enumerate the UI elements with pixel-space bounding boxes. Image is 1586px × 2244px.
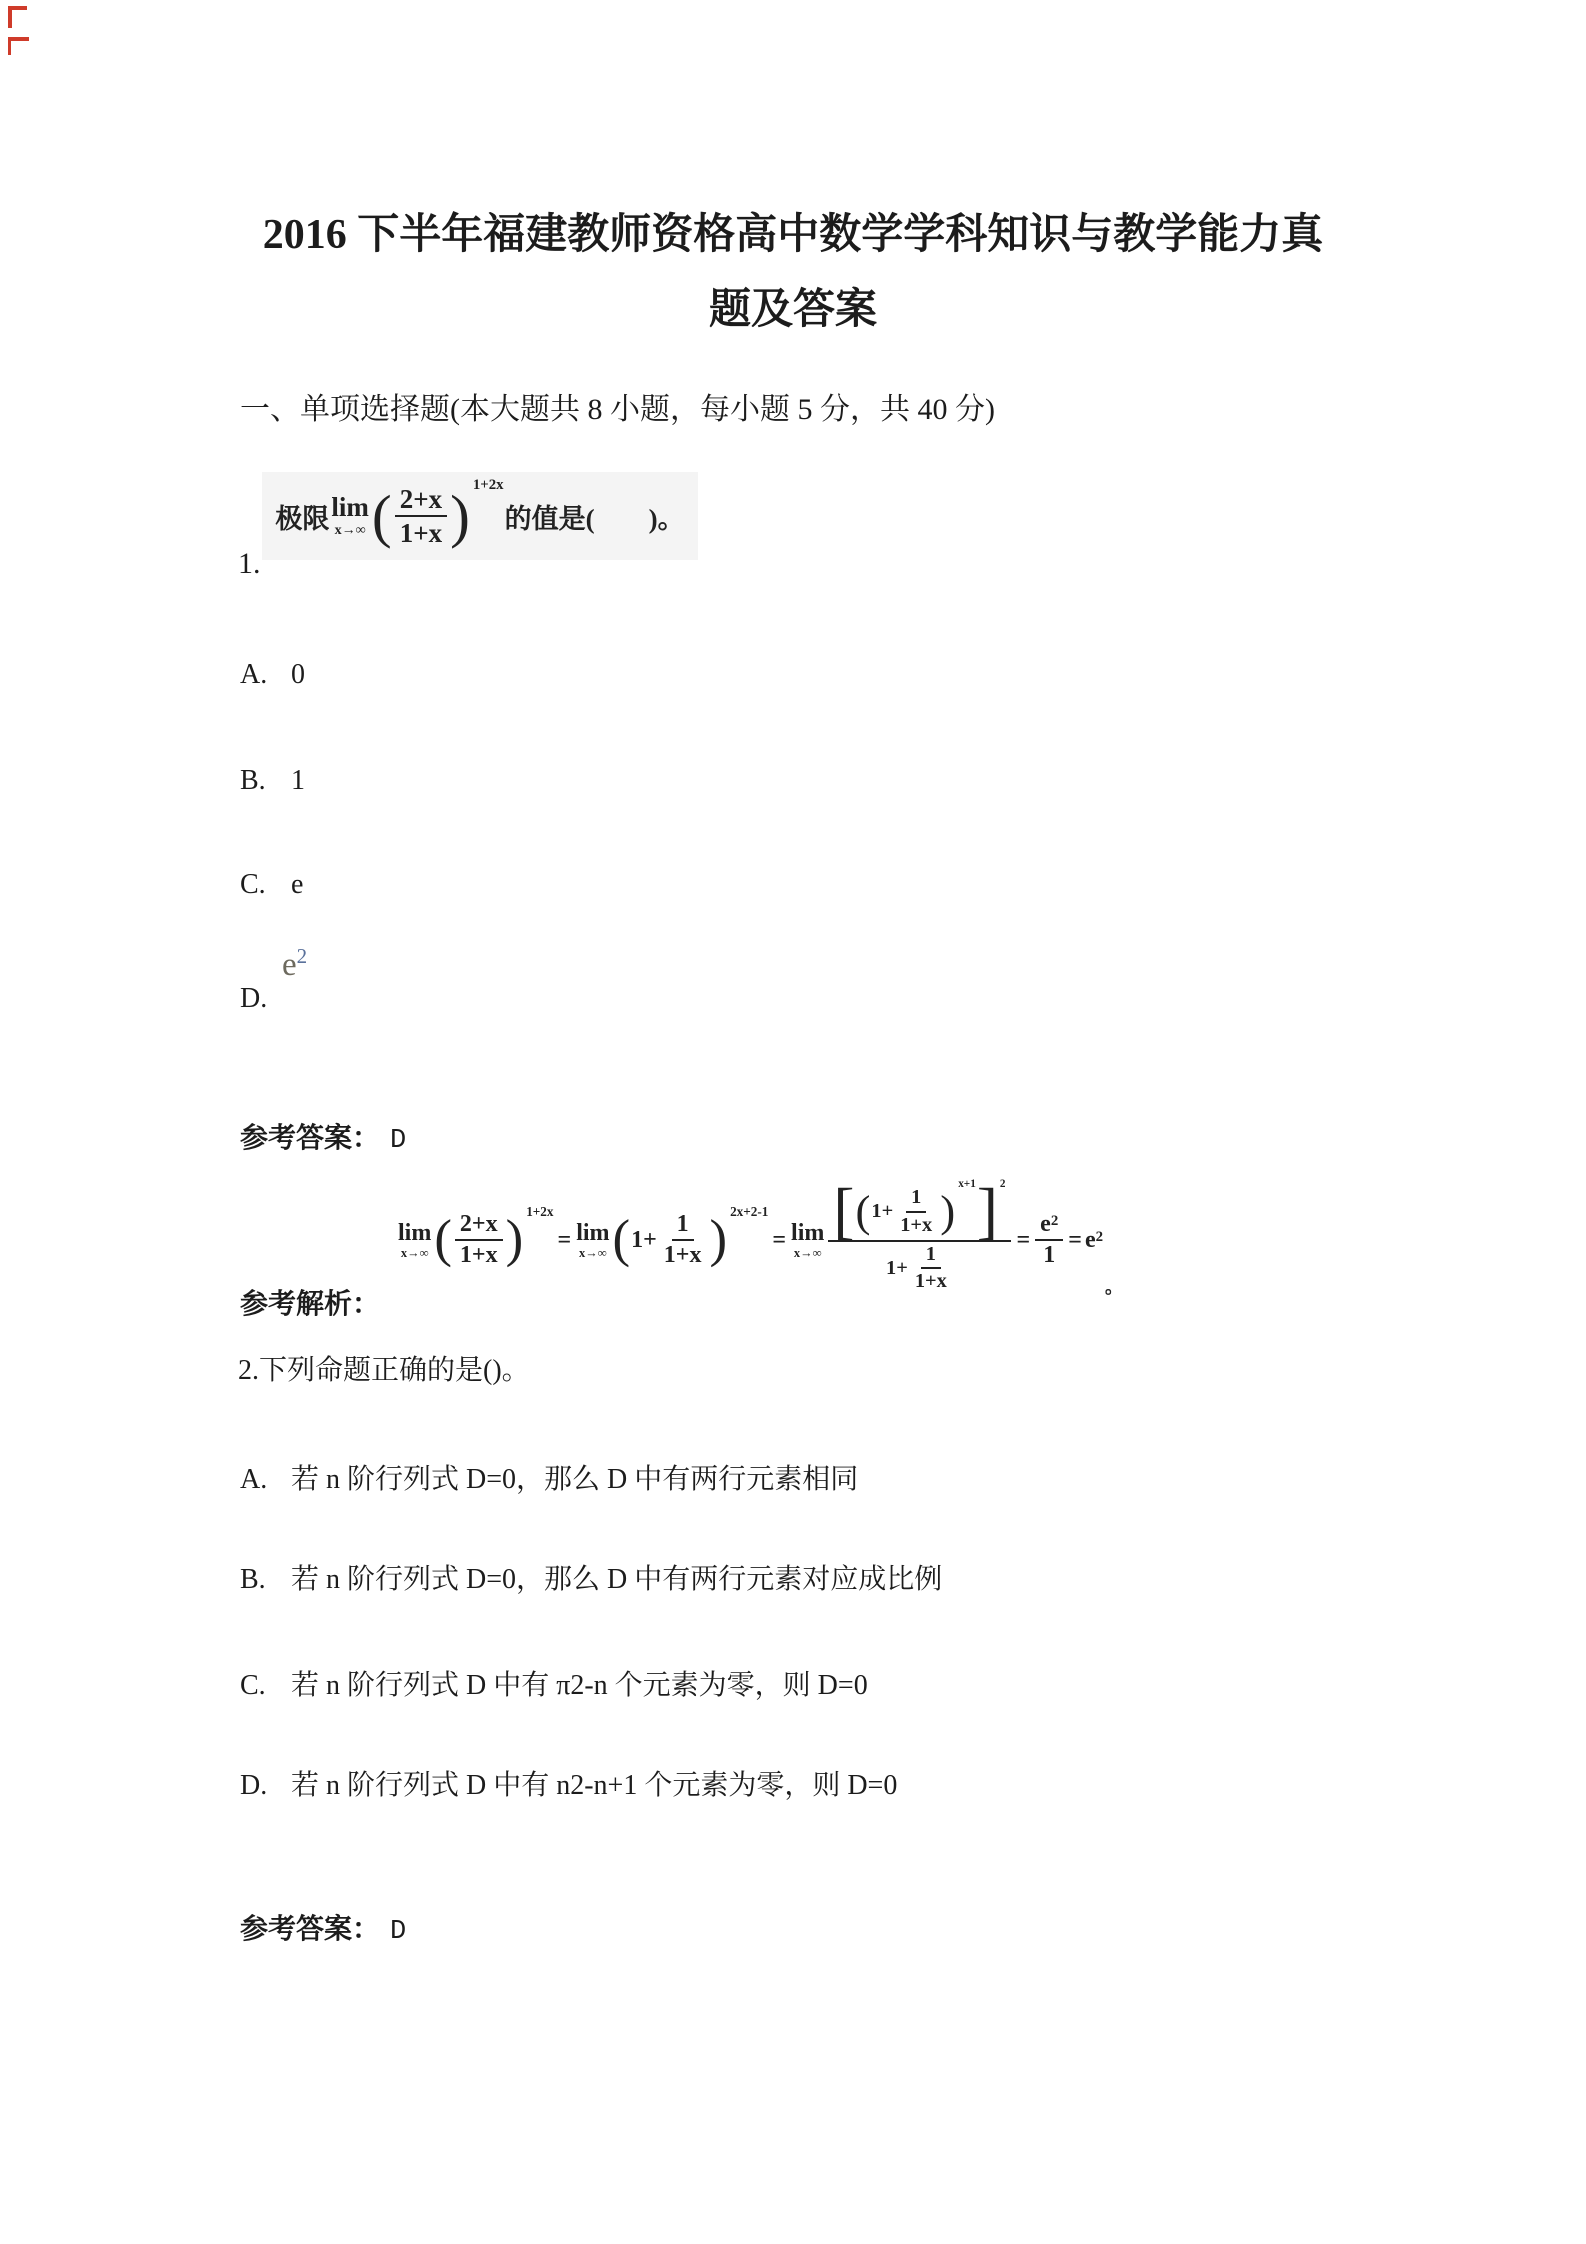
- q2-option-c: [240, 1666, 868, 1706]
- limit-operator: lim x→∞: [331, 492, 369, 539]
- formula-row: 极限 lim x→∞ ( $\frac{2+x}{1+x}$ ) 1+2x 的值是( )。: [275, 476, 685, 549]
- question1-number: 1.: [238, 547, 261, 580]
- option-letter: C.: [240, 869, 266, 900]
- answer-label: 参考答案：: [240, 1914, 381, 1945]
- option-letter: A.: [240, 659, 268, 690]
- big-denominator: 1+ $\frac{1}{1+x}$: [886, 1244, 954, 1293]
- q2-option-b: [240, 1560, 942, 1600]
- option-text: 若 n 阶行列式 D=0，那么 D 中有两行元素相同: [291, 1464, 859, 1495]
- q2-option-a: [240, 1460, 858, 1500]
- question2-stem: 2.下列命题正确的是()。: [238, 1355, 530, 1386]
- option-letter: B.: [240, 765, 266, 796]
- q1-analysis-label: 参考解析：: [240, 1289, 381, 1320]
- q1-option-d-value-image: [282, 944, 307, 984]
- option-value: 0: [291, 659, 305, 690]
- limit-operator: lim x→∞: [791, 1219, 825, 1260]
- formula-suffix: 的值是( )。: [504, 503, 685, 534]
- red-mark-icon: [8, 37, 29, 55]
- option-letter: C.: [240, 1670, 266, 1701]
- option-value: 1: [291, 765, 305, 796]
- e-base: e: [282, 947, 297, 983]
- fraction: $\frac{1}{1+x}$: [914, 1242, 947, 1293]
- option-letter: A.: [240, 1464, 268, 1495]
- option-text: 若 n 阶行列式 D 中有 π2-n 个元素为零，则 D=0: [291, 1670, 868, 1701]
- q2-option-d: [240, 1766, 897, 1806]
- q2-answer: [240, 1910, 406, 1952]
- term1: ( $\frac{2+x}{1+x}$ ) 1+2x: [434, 1203, 554, 1269]
- q1-option-d: [240, 979, 284, 1019]
- fraction: $\frac{2+x}{1+x}$: [395, 485, 447, 548]
- q1-answer: [240, 1119, 406, 1161]
- answer-value: D: [390, 1917, 407, 1947]
- answer-label: 参考答案：: [240, 1123, 381, 1154]
- result: $e^2$: [1084, 1226, 1104, 1253]
- fraction: $\frac{2+x}{1+x}$: [455, 1212, 503, 1268]
- big-numerator: [ ( 1+ $\frac{1}{1+x}$ ) x+1 ] 2: [833, 1175, 1006, 1246]
- result-fraction: $\frac{e^2}{1}$: [1035, 1212, 1063, 1268]
- fraction: $\frac{1}{1+x}$: [663, 1210, 702, 1268]
- option-value: e: [291, 869, 304, 900]
- page-title-line1: 2016 下半年福建教师资格高中数学学科知识与教学能力真: [262, 212, 1324, 258]
- option-letter: B.: [240, 1564, 266, 1595]
- red-corner-marks: [8, 6, 29, 64]
- formula-prefix: 极限: [275, 503, 330, 534]
- q1-option-a: [240, 655, 305, 695]
- big-fraction: [828, 1175, 1011, 1293]
- section-heading: 一、单项选择题(本大题共 8 小题，每小题 5 分，共 40 分): [240, 393, 995, 426]
- limit-operator: lim x→∞: [398, 1219, 432, 1260]
- question1-formula-image: [262, 472, 698, 560]
- answer-value: D: [390, 1126, 407, 1156]
- page-title-line2: 题及答案: [708, 287, 877, 333]
- red-mark-icon: [8, 6, 27, 28]
- q1-option-c: [240, 865, 303, 905]
- option-text: 若 n 阶行列式 D=0，那么 D 中有两行元素对应成比例: [291, 1564, 943, 1595]
- limit-operator: lim x→∞: [576, 1219, 610, 1260]
- e-exponent: 2: [296, 944, 308, 968]
- q1-solution-formula-image: lim x→∞ ( $\frac{2+x}{1+x}$ ) 1+2x = lim x→∞ ( 1+ $\frac{1}{1+x}$ ) 2x+2-1 = lim x→∞ [ ( 1+ $\frac{1}{1+x}$ ) x+1 ] 2 1+ $\frac{1}{1+x}$ = $\frac{e^2}{1}$ = $e^2$ 。: [398, 1175, 1124, 1297]
- q1-option-b: [240, 761, 305, 801]
- option-letter: D.: [240, 983, 268, 1014]
- option-letter: D.: [240, 1770, 268, 1801]
- term2: ( 1+ $\frac{1}{1+x}$ ) 2x+2-1: [612, 1203, 769, 1269]
- option-text: 若 n 阶行列式 D 中有 n2-n+1 个元素为零，则 D=0: [291, 1770, 898, 1801]
- fraction: $\frac{1}{1+x}$: [900, 1186, 933, 1236]
